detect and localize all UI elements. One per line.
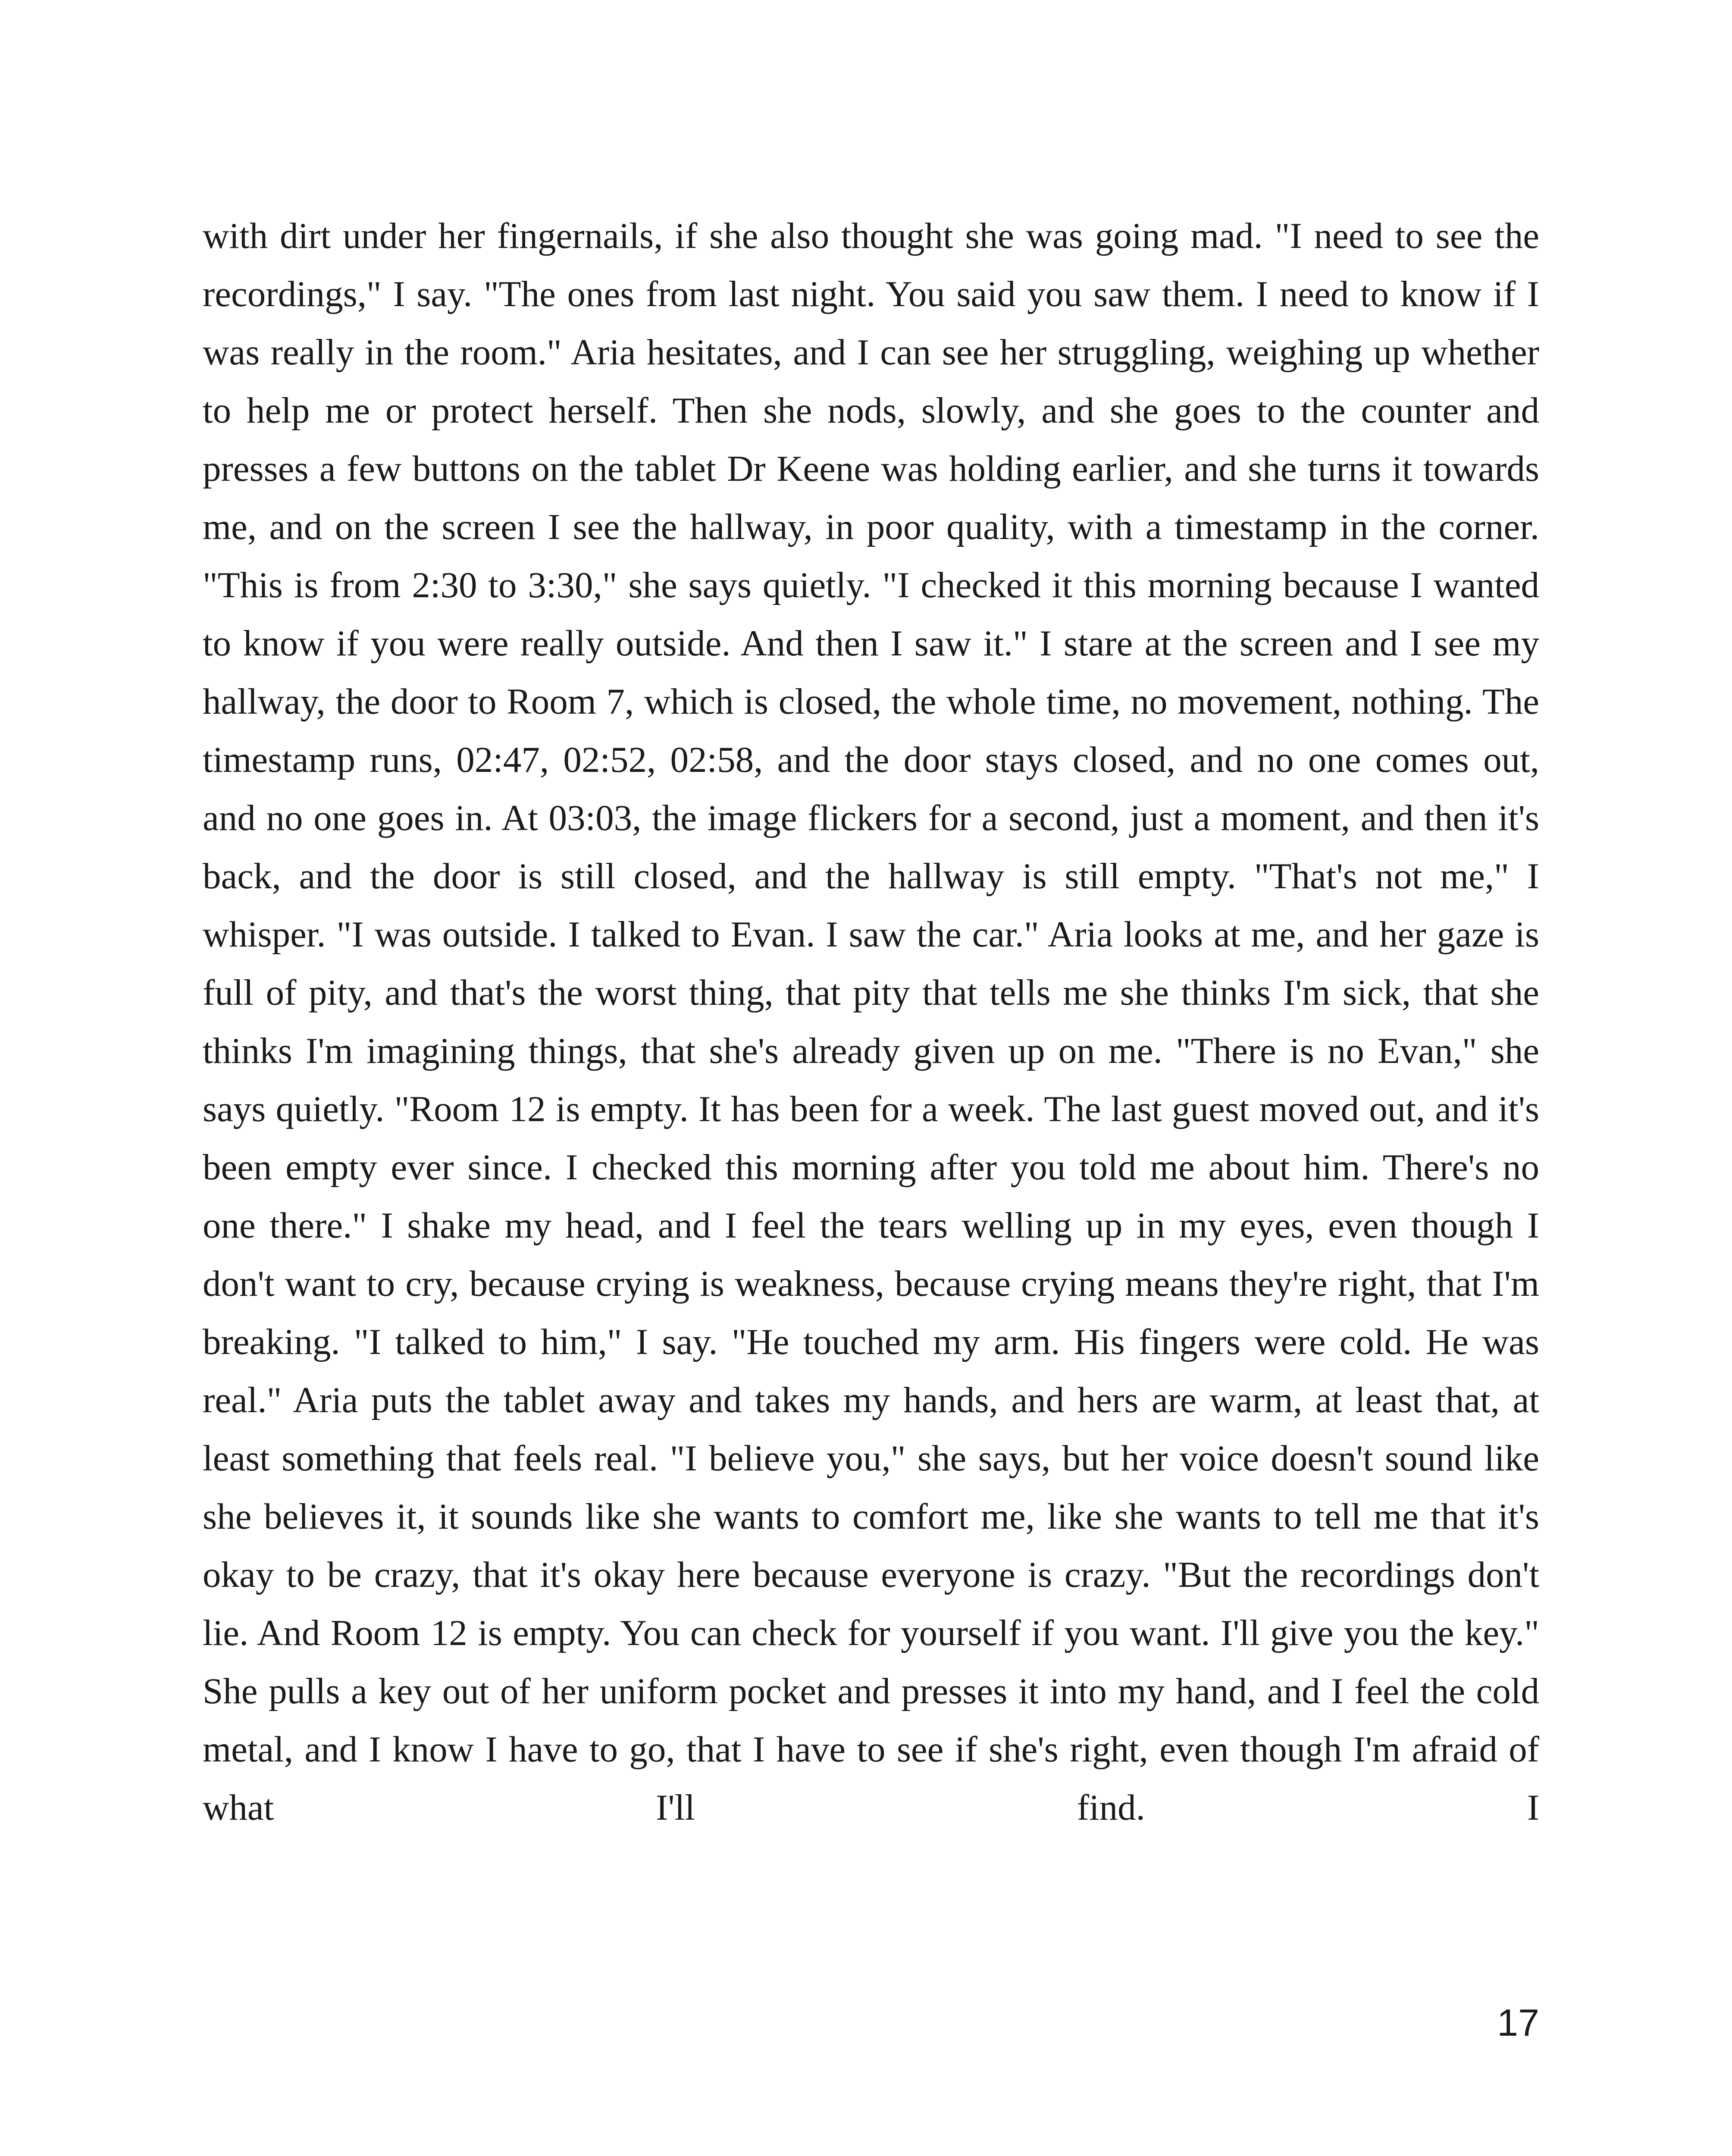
body-paragraph: with dirt under her fingernails, if she also thought she was going mad. "I need to see the recordings," I say. "The ones from last night. You said you saw them. I need to know if I was really in the room." Aria hesitates, and I can see her struggling, weighing up whether to help me or protect herself. Then she nods, slowly, and she goes to the counter and presses a few buttons on the tablet Dr Keene was holding earlier, and she turns it towards me, and on the screen I see the hallway, in poor quality, with a timestamp in the corner. "This is from 2:30 to 3:30," she says quietly. "I checked it this morning because I wanted to know if you were really outside. And then I saw it." I stare at the screen and I see my hallway, the door to Room 7, which is closed, the whole time, no movement, nothing. The timestamp runs, 02:47, 02:52, 02:58, and the door stays closed, and no one comes out, and no one goes in. At 03:03, the image flickers for a second, just a moment, and then it's back, and the door is still closed, and the hallway is still empty. "That's not me," I whisper. "I was outside. I talked to Evan. I saw the car." Aria looks at me, and her gaze is full of pity, and that's the worst thing, that pity that tells me she thinks I'm sick, that she thinks I'm imagining things, that she's already given up on me. "There is no Evan," she says quietly. "Room 12 is empty. It has been for a week. The last guest moved out, and it's been empty ever since. I checked this morning after you told me about him. There's no one there." I shake my head, and I feel the tears welling up in my eyes, even though I don't want to cry, because crying is weakness, because crying means they're right, that I'm breaking. "I talked to him," I say. "He touched my arm. His fingers were cold. He was real." Aria puts the tablet away and takes my hands, and hers are warm, at least that, at least something that feels real. "I believe you," she says, but her voice doesn't sound like she believes it, it sounds like she wants to comfort me, like she wants to tell me that it's okay to be crazy, that it's okay here because everyone is crazy. "But the recordings don't lie. And Room 12 is empty. You can check for yourself if you want. I'll give you the key." She pulls a key out of her uniform pocket and presses it into my hand, and I feel the cold metal, and I know I have to go, that I have to see if she's right, even though I'm afraid of what I'll find. I [203, 216, 1539, 1828]
page-number: 17 [1497, 2001, 1539, 2044]
